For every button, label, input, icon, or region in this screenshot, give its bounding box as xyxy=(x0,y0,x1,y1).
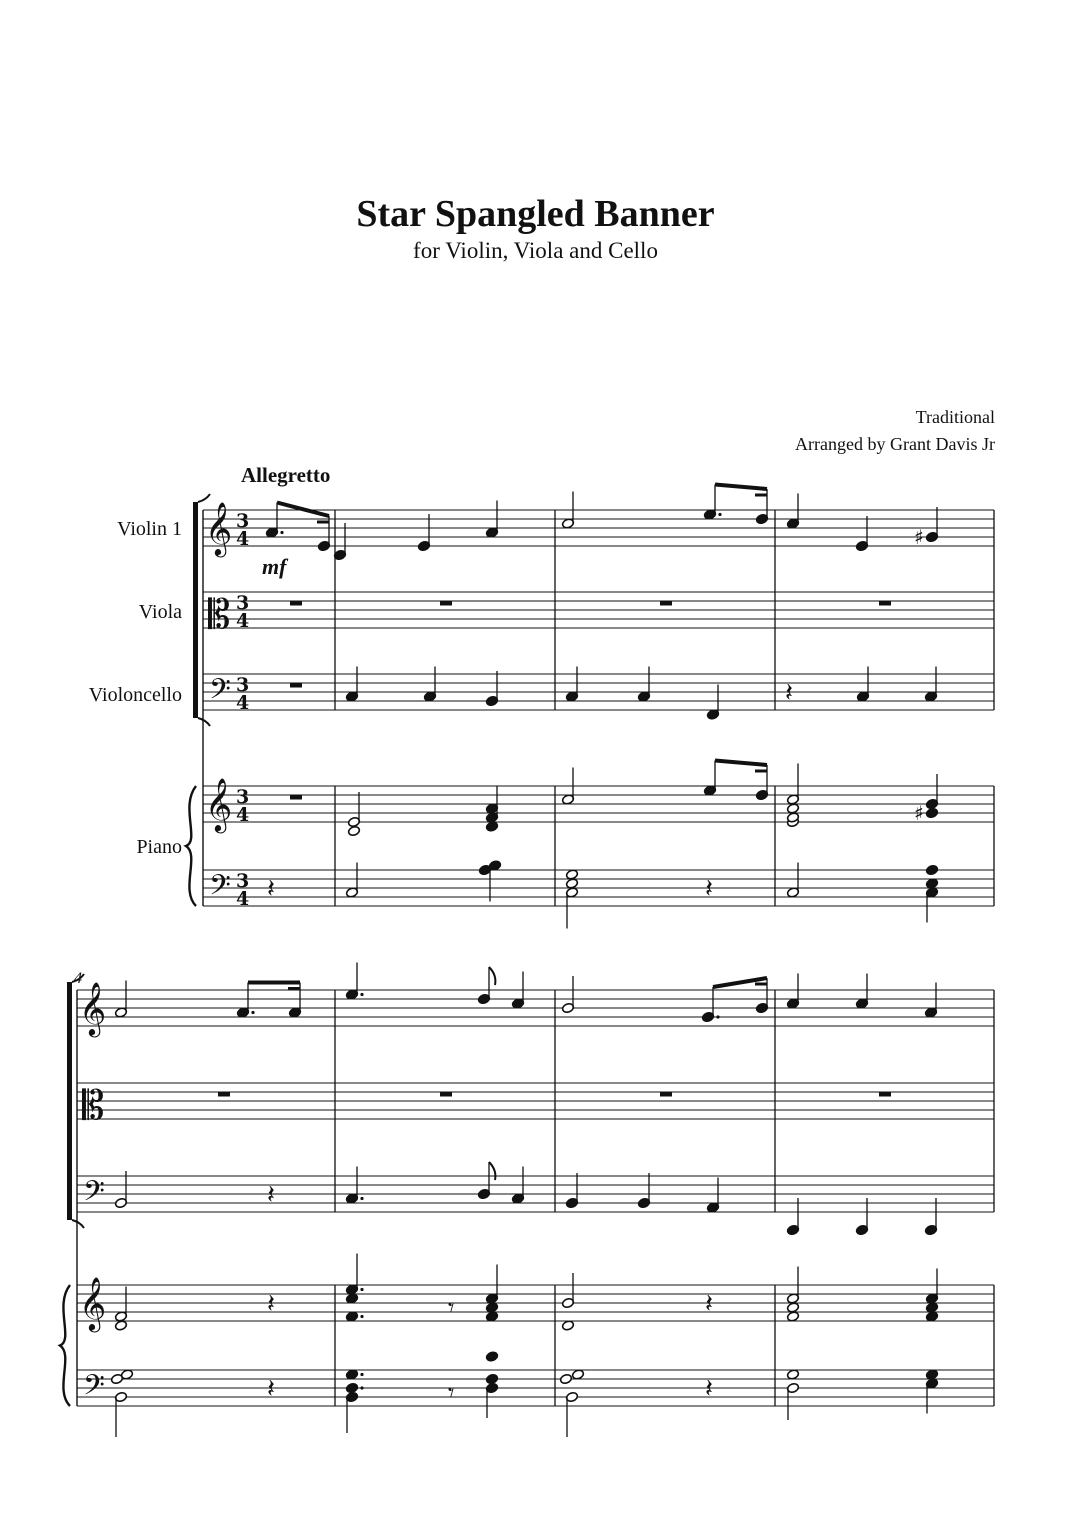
notehead xyxy=(565,878,578,889)
sharp-icon: ♯ xyxy=(914,525,924,549)
notehead xyxy=(345,1311,358,1322)
treble-clef-icon: 𝄞 xyxy=(205,501,233,555)
score-subtitle: for Violin, Viola and Cello xyxy=(413,238,658,263)
notehead xyxy=(561,1320,574,1331)
notehead xyxy=(120,1369,133,1380)
dynamic-marking: mf xyxy=(262,554,287,579)
eighth-rest: 𝄾 xyxy=(448,1378,455,1407)
flag xyxy=(489,967,495,985)
dot xyxy=(718,513,721,516)
dot xyxy=(360,1315,363,1318)
whole-rest xyxy=(290,683,302,688)
notehead xyxy=(925,878,938,889)
notehead xyxy=(485,1351,498,1362)
bass-clef-icon: 𝄢 xyxy=(209,869,231,909)
beam xyxy=(715,761,767,766)
composer: Traditional xyxy=(915,407,995,427)
notehead xyxy=(485,1373,498,1384)
notehead xyxy=(345,1369,358,1380)
time-signature: 3 xyxy=(236,592,250,614)
quarter-rest: 𝄽 xyxy=(705,874,713,904)
quarter-rest: 𝄽 xyxy=(267,1374,275,1404)
whole-rest xyxy=(218,1092,230,1097)
whole-rest xyxy=(290,601,302,606)
dot xyxy=(360,993,363,996)
bracket-hook xyxy=(198,718,210,726)
dot xyxy=(360,1288,363,1291)
whole-rest xyxy=(879,1092,891,1097)
dot xyxy=(280,531,283,534)
notehead xyxy=(345,1293,358,1304)
quarter-rest: 𝄽 xyxy=(785,678,793,708)
time-signature: 4 xyxy=(236,528,250,550)
time-signature: 4 xyxy=(236,804,250,826)
dot xyxy=(360,1386,363,1389)
notehead xyxy=(786,803,799,814)
notehead xyxy=(559,1373,572,1384)
notehead xyxy=(485,1311,498,1322)
quarter-rest: 𝄽 xyxy=(267,1289,275,1319)
piano-brace xyxy=(186,786,196,906)
dot xyxy=(251,1011,254,1014)
notehead xyxy=(925,807,938,818)
quarter-rest: 𝄽 xyxy=(267,874,275,904)
whole-rest xyxy=(290,795,302,800)
notehead xyxy=(114,1320,127,1331)
notehead xyxy=(925,864,938,875)
dot xyxy=(360,1197,363,1200)
time-signature: 3 xyxy=(236,674,250,696)
notehead xyxy=(565,869,578,880)
flag xyxy=(489,1162,495,1180)
notehead xyxy=(347,825,360,836)
bass-clef-icon: 𝄢 xyxy=(83,1175,105,1215)
time-signature: 3 xyxy=(236,870,250,892)
alto-clef-icon: 𝄡 xyxy=(82,1083,105,1129)
quarter-rest: 𝄽 xyxy=(267,1180,275,1210)
time-signature: 4 xyxy=(236,610,250,632)
time-signature: 3 xyxy=(236,786,250,808)
whole-rest xyxy=(879,601,891,606)
notehead xyxy=(571,1369,584,1380)
whole-rest xyxy=(440,601,452,606)
beam xyxy=(715,485,767,490)
time-signature: 4 xyxy=(236,692,250,714)
notehead xyxy=(485,821,498,832)
bracket-hook xyxy=(72,1220,84,1228)
notehead xyxy=(786,1311,799,1322)
tempo-marking: Allegretto xyxy=(241,463,331,487)
quarter-rest: 𝄽 xyxy=(705,1289,713,1319)
measure-number: 4 xyxy=(74,970,82,987)
notehead xyxy=(925,1311,938,1322)
dot xyxy=(716,1015,719,1018)
quarter-rest: 𝄽 xyxy=(705,1374,713,1404)
score-title: Star Spangled Banner xyxy=(356,193,715,235)
whole-rest xyxy=(660,1092,672,1097)
bass-clef-icon: 𝄢 xyxy=(209,673,231,713)
eighth-rest: 𝄾 xyxy=(448,1293,455,1322)
sharp-icon: ♯ xyxy=(914,801,924,825)
time-signature: 4 xyxy=(236,888,250,910)
beam xyxy=(277,503,329,517)
arranger: Arranged by Grant Davis Jr xyxy=(795,434,995,454)
notehead xyxy=(786,1369,799,1380)
instrument-label-cello: Violoncello xyxy=(88,684,182,706)
alto-clef-icon: 𝄡 xyxy=(208,592,231,638)
string-bracket xyxy=(67,982,72,1220)
bass-clef-icon: 𝄢 xyxy=(83,1369,105,1409)
time-signature: 3 xyxy=(236,510,250,532)
notehead xyxy=(485,1302,498,1313)
dot xyxy=(360,1373,363,1376)
notehead xyxy=(925,1302,938,1313)
notehead xyxy=(345,1382,358,1393)
treble-clef-icon: 𝄞 xyxy=(79,1276,107,1330)
whole-rest xyxy=(440,1092,452,1097)
treble-clef-icon: 𝄞 xyxy=(79,981,107,1035)
piano-brace xyxy=(60,1285,70,1406)
notehead xyxy=(786,1302,799,1313)
instrument-label-viola: Viola xyxy=(138,601,182,623)
treble-clef-icon: 𝄞 xyxy=(205,777,233,831)
whole-rest xyxy=(660,601,672,606)
instrument-label-piano: Piano xyxy=(136,836,182,858)
string-bracket xyxy=(193,502,198,718)
notehead xyxy=(925,1369,938,1380)
instrument-label-violin: Violin 1 xyxy=(117,518,182,540)
